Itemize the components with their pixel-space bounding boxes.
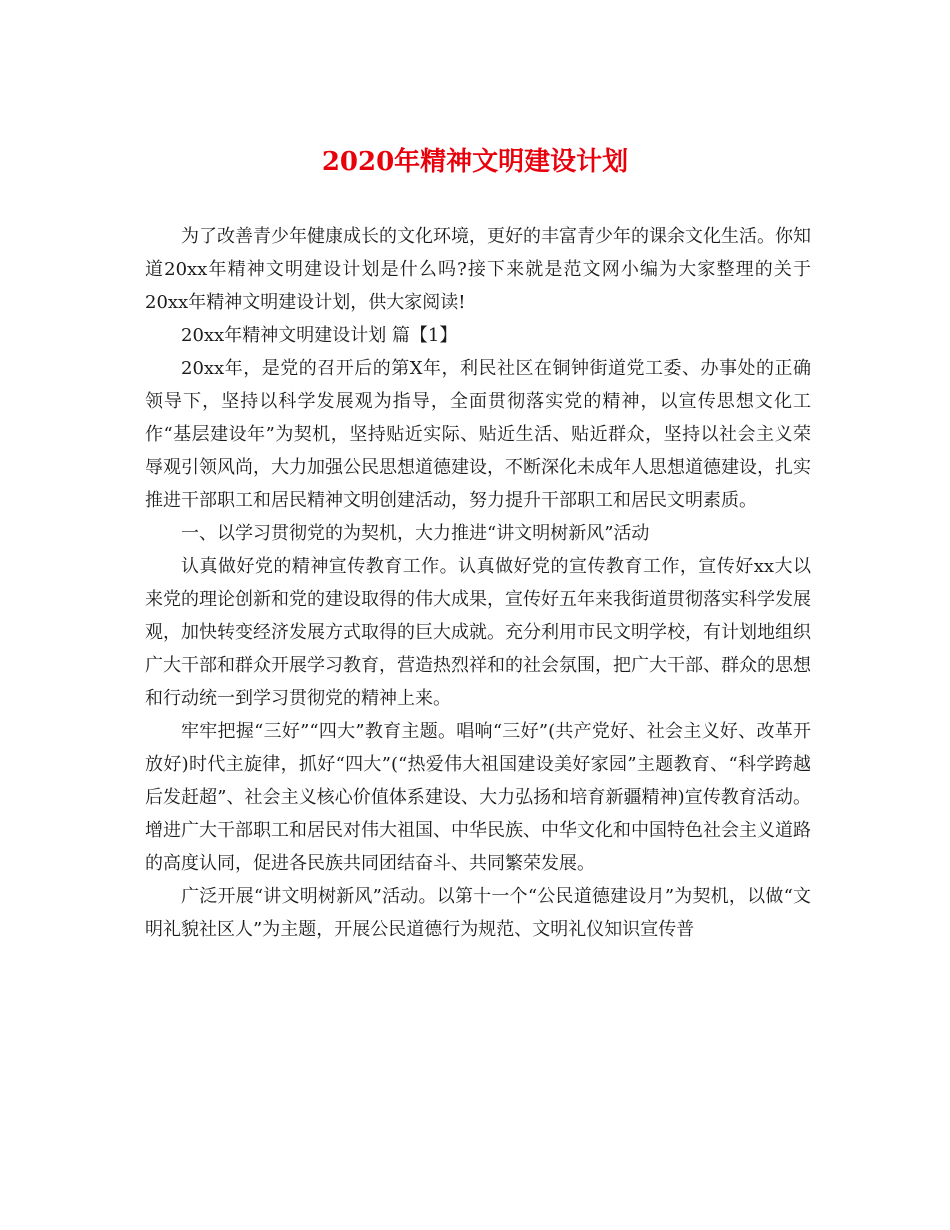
document-title: 2020年精神文明建设计划 bbox=[321, 147, 629, 177]
paragraph: 20xx年，是党的召开后的第X年，利民社区在铜钟街道党工委、办事处的正确领导下，坚持以科学发展观为指导，全面贯彻落实党的精神，以宣传思想文化工作“基层建设年”为契机，坚持贴近实际、贴近生活、贴近群众，坚持以社会主义荣辱观引领风尚，大力加强公民思想道德建设，不断深化未成年人思想道德建设，扎实推进干部职工和居民精神文明创建活动，努力提升干部职工和居民文明素质。 bbox=[145, 358, 811, 511]
paragraph-intro: 为了改善青少年健康成长的文化环境，更好的丰富青少年的课余文化生活。你知道20xx年精神文明建设计划是什么吗?接下来就是范文网小编为大家整理的关于20xx年精神文明建设计划，供大家阅读! bbox=[145, 226, 811, 313]
paragraph: 牢牢把握“三好”“四大”教育主题。唱响“三好”(共产党好、社会主义好、改革开放好)时代主旋律，抓好“四大”(“热爱伟大祖国建设美好家园”主题教育、“科学跨越后发赶超”、社会主义核心价值体系建设、大力弘扬和培育新疆精神)宣传教育活动。增进广大干部职工和居民对伟大祖国、中华民族、中华文化和中国特色社会主义道路的高度认同，促进各民族共同团结奋斗、共同繁荣发展。 bbox=[145, 721, 811, 874]
paragraph: 认真做好党的精神宣传教育工作。认真做好党的宣传教育工作，宣传好xx大以来党的理论创新和党的建设取得的伟大成果，宣传好五年来我街道贯彻落实科学发展观，加快转变经济发展方式取得的巨大成就。充分利用市民文明学校，有计划地组织广大干部和群众开展学习教育，营造热烈祥和的社会氛围，把广大干部、群众的思想和行动统一到学习贯彻党的精神上来。 bbox=[145, 556, 811, 709]
paragraph: 广泛开展“讲文明树新风”活动。以第十一个“公民道德建设月”为契机，以做“文明礼貌社区人”为主题，开展公民道德行为规范、文明礼仪知识宣传普 bbox=[145, 886, 811, 940]
section-heading: 20xx年精神文明建设计划 篇【1】 bbox=[181, 325, 458, 346]
subsection-heading: 一、以学习贯彻党的为契机，大力推进“讲文明树新风”活动 bbox=[181, 523, 650, 544]
document-body bbox=[145, 220, 811, 946]
